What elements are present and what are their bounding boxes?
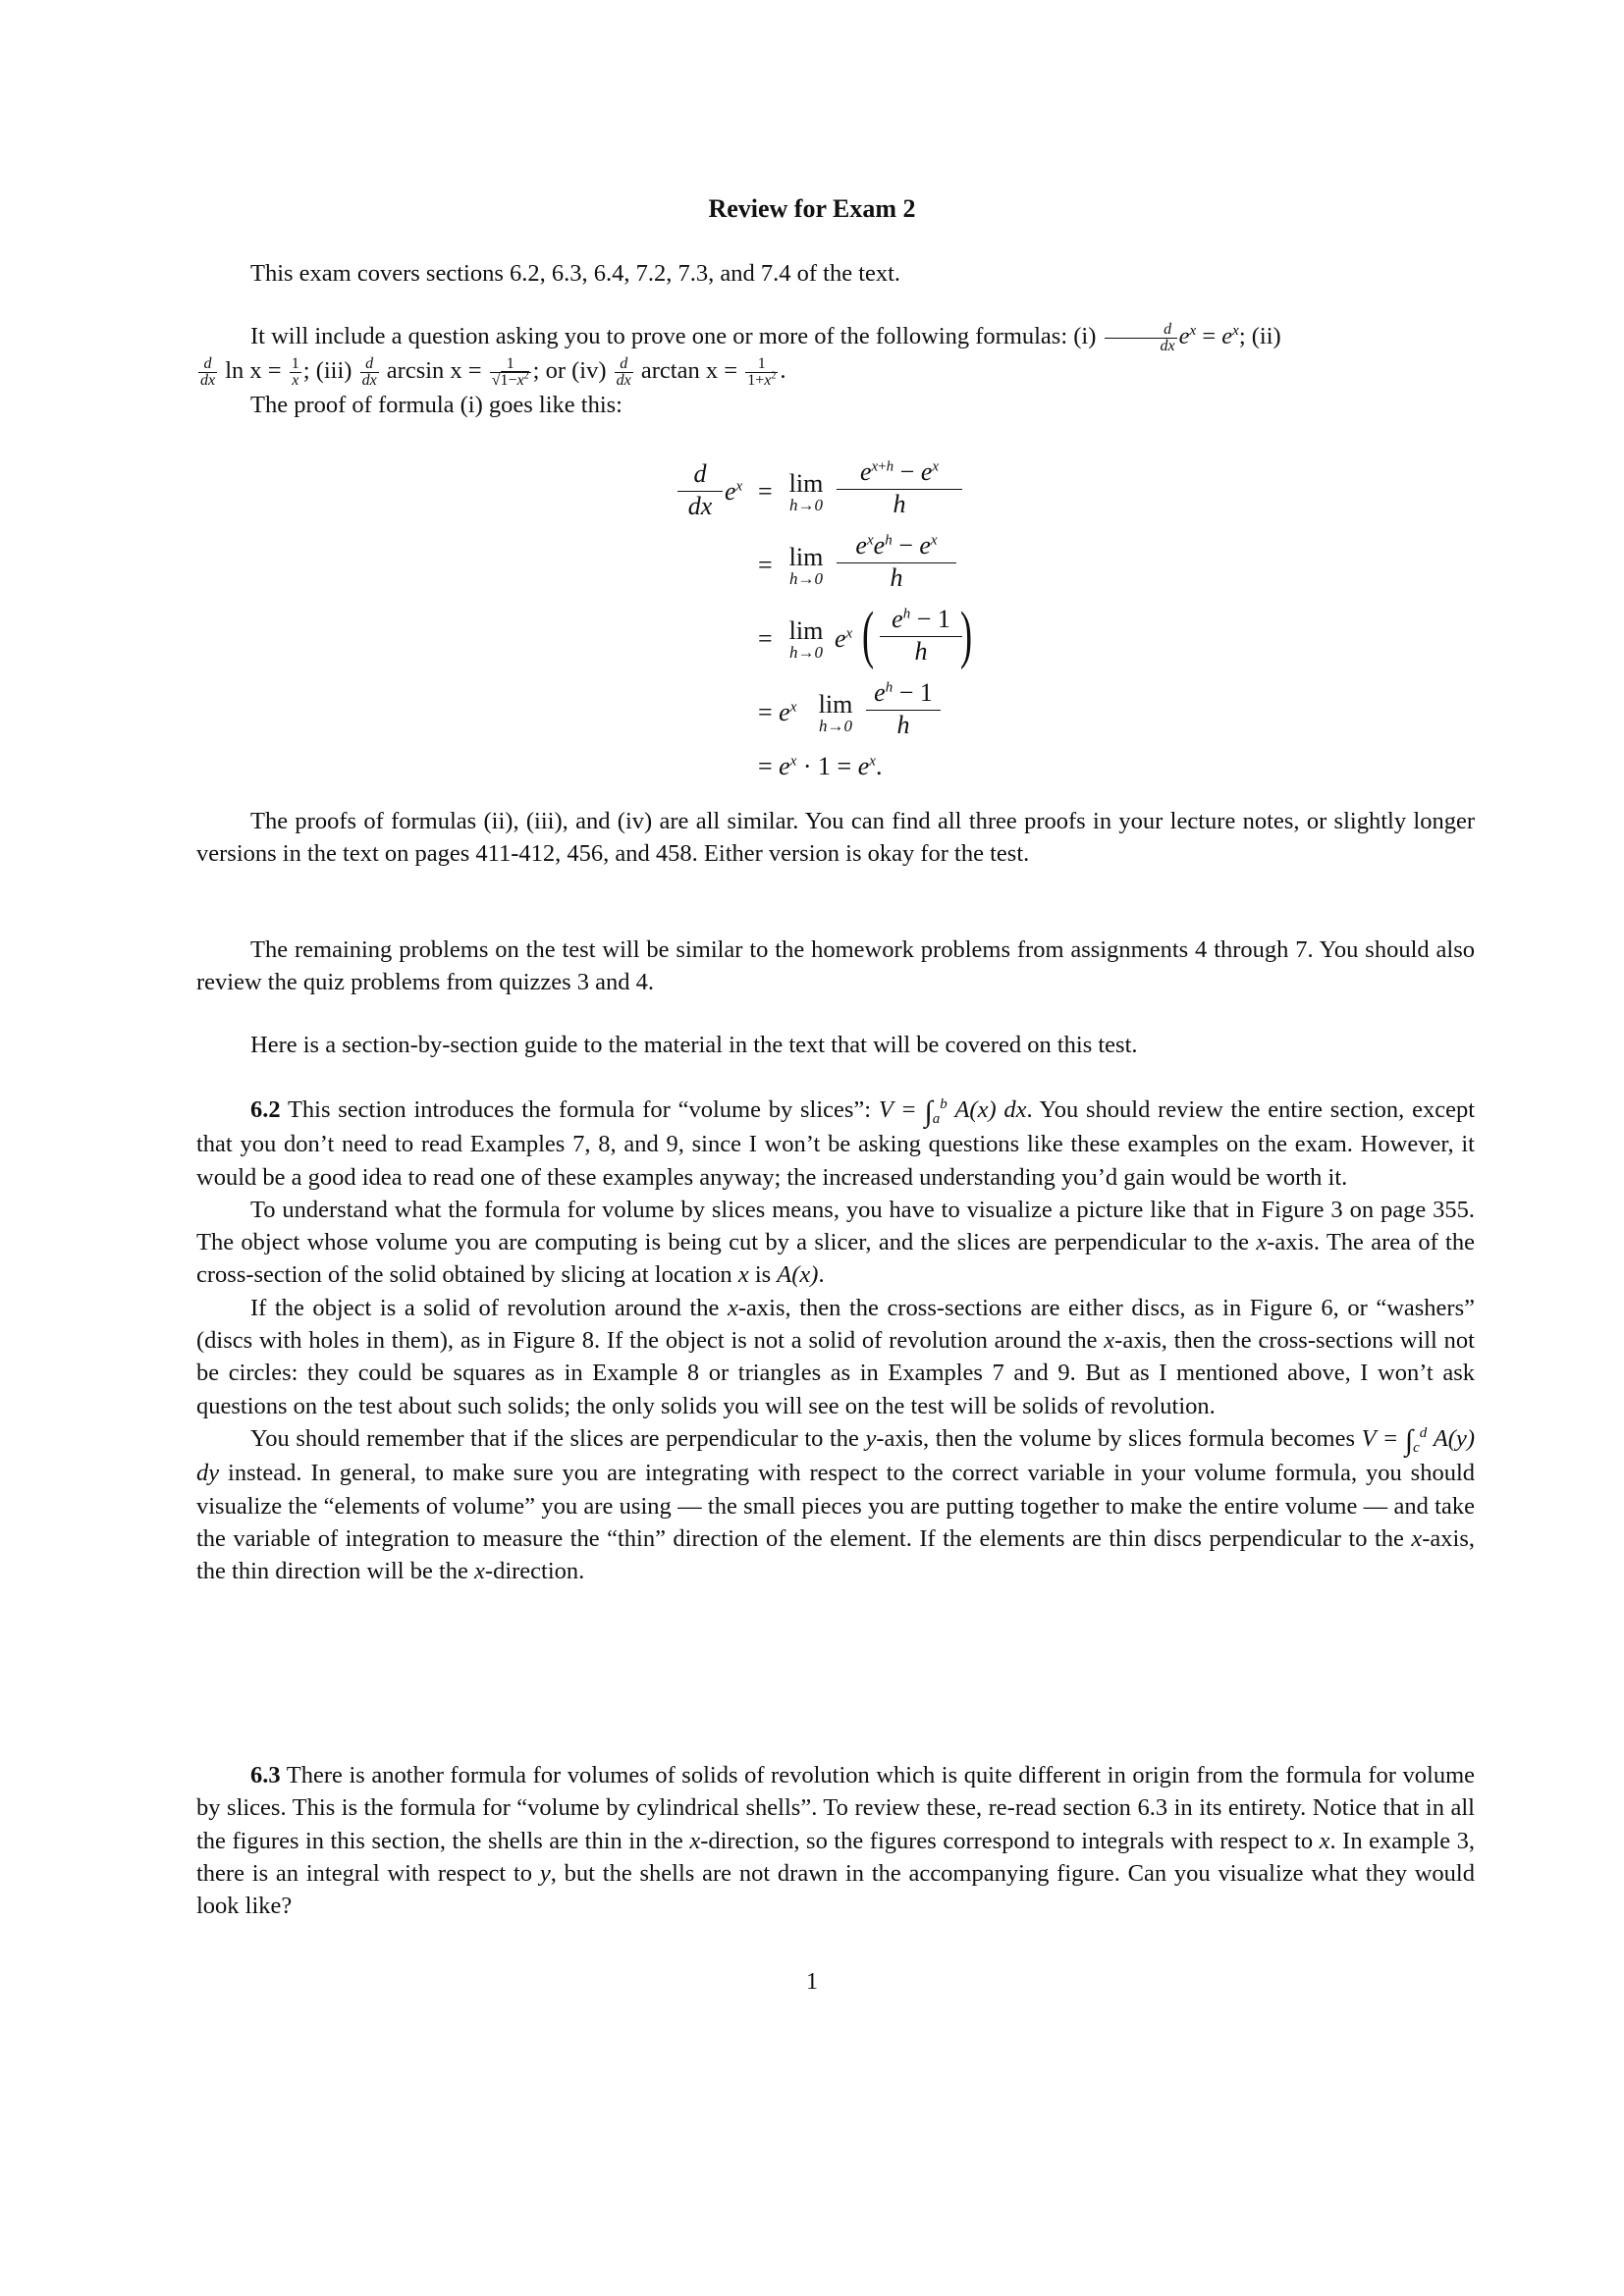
section-6-2 (196, 1094, 1475, 1587)
formulas-line: It will include a question asking you to prove one or more of the following formulas: (i) $\frac{d}{dx}$ $e^x = e^x$; (ii) (250, 320, 1281, 354)
proof-intro-line: The proof of formula (i) goes like this: (250, 391, 623, 418)
intro-paragraph (196, 257, 1475, 290)
d-dx-fraction: $\frac{d}{dx}$ (361, 354, 377, 389)
limit-4: lim h→0 (818, 690, 853, 735)
left-paren: ( (861, 599, 875, 670)
formulas-line-2: $\frac{d}{dx}$ ln x = $\frac{1}{x}$ ; (iii) $\frac{d}{dx}$ arcsin x = $\frac{1}{√1-x^2}$ ; or (iv) $\frac{d}{dx}$ arctan x = $\frac{1}{1+x^2}$ . (200, 354, 786, 389)
one-over-x-fraction: $\frac{1}{x}$ (291, 354, 299, 389)
page-number: 1 (806, 1969, 818, 1995)
limit-2: lim h→0 (788, 543, 824, 588)
formulas-paragraph (196, 320, 1475, 421)
section-6-2-p1: 6.2 This section introduces the formula for “volume by slices”: $V = \int_a^b$ A(x) dx. You should review the entire section, except that you don’t need to read Examples 7, 8, and 9, since I won’t be asking questions like these examples on the exam. However, it would be a good idea to read one of these examples anyway; the increased understanding you’d gain would be worth it. (196, 1095, 1475, 1191)
section-number: 6.2 (250, 1096, 281, 1123)
proofs-similar-paragraph: The proofs of formulas (ii), (iii), and (iv) are all similar. You can find all three proofs in your lecture notes, or slightly longer versions in the text on pages 411-412, 456, and 458. Either version is okay for the test. (196, 808, 1475, 868)
right-paren: ) (959, 599, 973, 670)
arctan-derivative-fraction: $\frac{1}{1+x^2}$ (747, 354, 777, 389)
section-6-2-p3: If the object is a solid of revolution around the x-axis, then the cross-sections are either discs, as in Figure 6, or “washers” (discs with holes in them), as in Figure 8. If the object is not a solid of revolution around the x-axis, then the cross-sections will not be circles: they could be squares as in Example 8 or triangles as in Examples 7 and 9. But as I mentioned above, I won’t ask questions on the test about such solids; the only solids you will see on the test will be solids of revolution. (196, 1294, 1475, 1419)
step-3-fraction: $\frac{e^h - 1}{h}$ (880, 605, 962, 667)
limit-1: lim h→0 (788, 469, 824, 514)
section-6-2-p2: To understand what the formula for volume by slices means, you have to visualize a picture like that in Figure 3 on page 355. The object whose volume you are computing is being cut by a slicer, and the slices are perpendicular to the x-axis. The area of the cross-section of the solid obtained by slicing at location x is A(x). (196, 1196, 1475, 1289)
limit-3: lim h→0 (788, 616, 824, 662)
step-4-fraction: $\frac{e^h - 1}{h}$ (866, 678, 941, 740)
arcsin-derivative-fraction: $\frac{1}{√1-x^2}$ (491, 354, 529, 389)
remaining-problems-paragraph: The remaining problems on the test will be similar to the homework problems from assignments 4 through 7. You should also review the quiz problems from quizzes 3 and 4. (196, 936, 1475, 996)
step-1-fraction: $\frac{e^{x+h} - e^x}{h}$ (837, 457, 962, 519)
d-dx-fraction: $\frac{d}{dx}$ (200, 354, 216, 389)
section-number: 6.3 (250, 1762, 281, 1789)
intro-text: This exam covers sections 6.2, 6.3, 6.4, 7.2, 7.3, and 7.4 of the text. (250, 260, 901, 287)
derivation-block: $\frac{d}{dx}$ $e^x$ = lim h→0 $\frac{e^{x+h} - e^x}{h}$ = lim h→0 $e^xe^h - e^x$ h = lim h→0 $e^x$ ( $\frac{e^h - 1}{h}$ ) = $e^x$ lim h→0 $\frac{e^h - 1}{h}$ = $e^x \cdot 1 = e^x$. (677, 457, 992, 781)
section-6-3 (196, 1759, 1475, 1922)
final-step: = $e^x \cdot 1 = e^x$. (758, 752, 883, 780)
document-title: Review for Exam 2 (708, 194, 916, 223)
step-2-fraction: $e^xe^h - e^x$ h (837, 531, 956, 593)
section-6-2-p4: You should remember that if the slices are perpendicular to the y-axis, then the volume by slices formula becomes $V = \int_c^d$ A(y) dy instead. In general, to make sure you are integrating with respect to the correct variable in your volume formula, you should visualize the “elements of volume” you are using — the small pieces you are putting together to make the entire volume — and take the variable of integration to measure the “thin” direction of the element. If the elements are thin discs perpendicular to the x-axis, the thin direction will be the x-direction. (196, 1423, 1475, 1585)
d-dx-fraction: $\frac{d}{dx}$ (1105, 322, 1177, 354)
section-6-3-p1: 6.3 There is another formula for volumes of solids of revolution which is quite different in origin from the formula for volume by slices. This is the formula for “volume by cylindrical shells”. To review these, re-read section 6.3 in its entirety. Notice that in all the figures in this section, the shells are thin in the x-direction, so the figures correspond to integrals with respect to x. In example 3, there is an integral with respect to y, but the shells are not drawn in the accompanying figure. Can you visualize what they would look like? (196, 1762, 1475, 1920)
d-dx-fraction: $\frac{d}{dx}$ (616, 354, 631, 389)
lhs-d-dx: $\frac{d}{dx}$ (677, 459, 723, 521)
guide-paragraph: Here is a section-by-section guide to the material in the text that will be covered on this test. (250, 1032, 1138, 1058)
lhs-ex: $e^x$ (725, 477, 743, 506)
